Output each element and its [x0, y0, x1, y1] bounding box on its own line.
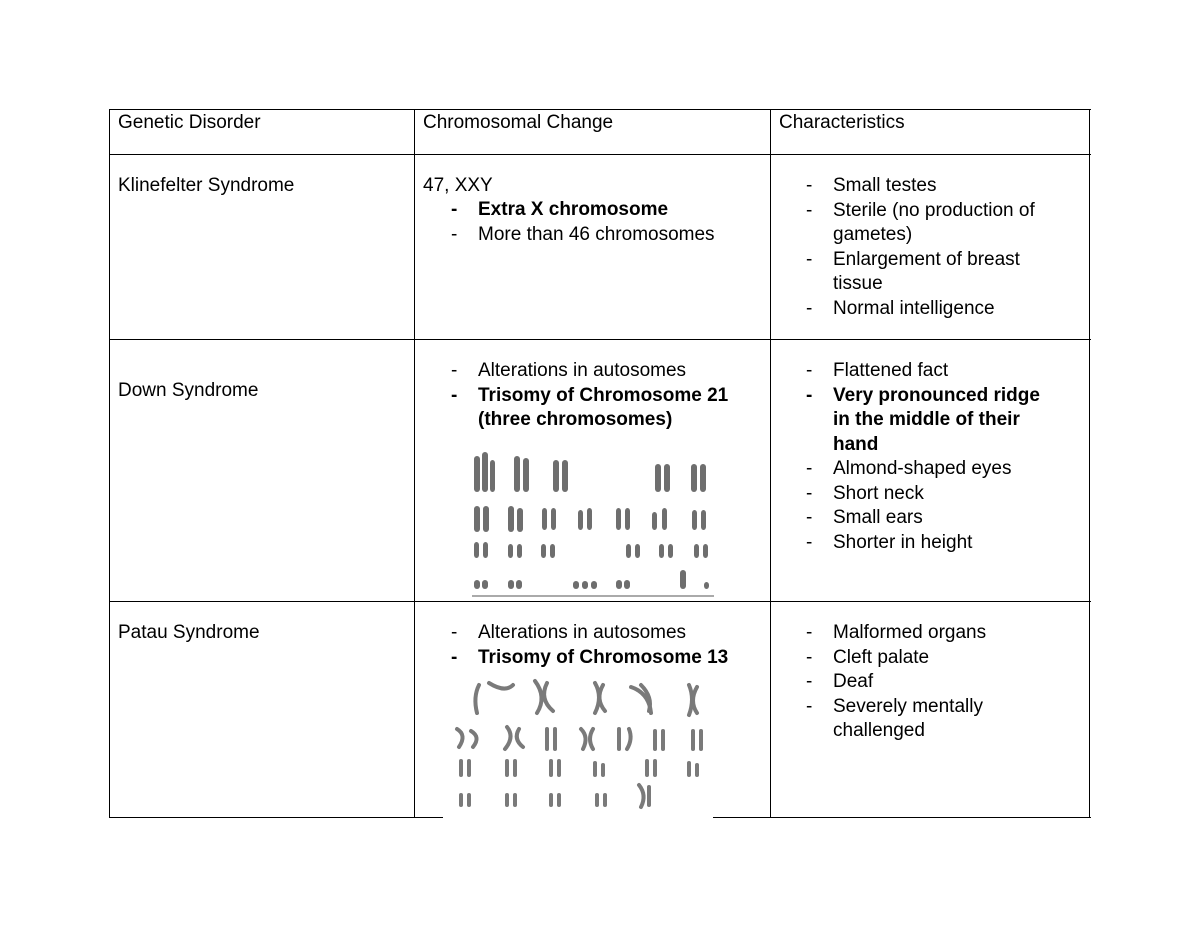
list-item: - More than 46 chromosomes: [451, 223, 715, 245]
column-divider-2: [770, 109, 771, 818]
down-syndrome-karyotype-image: [466, 446, 718, 598]
list-item: - Small testes: [806, 175, 937, 196]
disorder-patau: Patau Syndrome: [118, 622, 260, 643]
list-item: - Cleft palate: [806, 646, 930, 668]
karyotype-13-icon: [443, 673, 713, 823]
list-item: - Severely mentally challenged: [806, 695, 983, 741]
list-item: - Sterile (no production of gametes): [806, 199, 1035, 245]
patau-syndrome-karyotype-image: [443, 673, 713, 823]
klinefelter-change-list: [451, 198, 715, 247]
list-item: - Short neck: [806, 482, 924, 504]
table-right-border: [1089, 109, 1090, 818]
patau-change-list: [451, 621, 729, 670]
row-1-border: [109, 339, 1091, 340]
list-item: - Alterations in autosomes: [451, 622, 687, 643]
list-item: - Small ears: [806, 507, 923, 528]
header-characteristics: Characteristics: [779, 112, 905, 133]
list-item: - Flattened fact: [806, 360, 949, 381]
list-item: - Trisomy of Chromosome 13: [451, 646, 729, 668]
list-item: - Shorter in height: [806, 531, 973, 553]
list-item: - Extra X chromosome: [451, 199, 669, 220]
patau-characteristics-list: [806, 621, 987, 744]
list-item: - Malformed organs: [806, 622, 987, 643]
down-characteristics-list: [806, 359, 1040, 555]
karyotype-21-icon: [466, 446, 718, 598]
table-left-border: [109, 109, 110, 818]
column-divider-1: [414, 109, 415, 818]
list-item: - Almond-shaped eyes: [806, 458, 1012, 479]
disorder-klinefelter: Klinefelter Syndrome: [118, 175, 295, 196]
klinefelter-karyotype: 47, XXY: [423, 175, 493, 196]
list-item: - Very pronounced ridge in the middle of their hand: [806, 384, 1040, 455]
header-row-border: [109, 154, 1091, 155]
list-item: - Enlargement of breast tissue: [806, 248, 1020, 294]
down-change-list: [451, 359, 729, 433]
table-top-border: [109, 109, 1091, 110]
row-2-border: [109, 601, 1091, 602]
header-genetic-disorder: Genetic Disorder: [118, 112, 261, 133]
header-chromosomal-change: Chromosomal Change: [423, 112, 614, 133]
disorder-down: Down Syndrome: [118, 380, 259, 401]
list-item: - Trisomy of Chromosome 21 (three chromosomes): [451, 384, 729, 430]
list-item: - Normal intelligence: [806, 297, 995, 319]
list-item: - Alterations in autosomes: [451, 360, 687, 381]
list-item: - Deaf: [806, 671, 874, 692]
klinefelter-characteristics-list: [806, 174, 1035, 321]
